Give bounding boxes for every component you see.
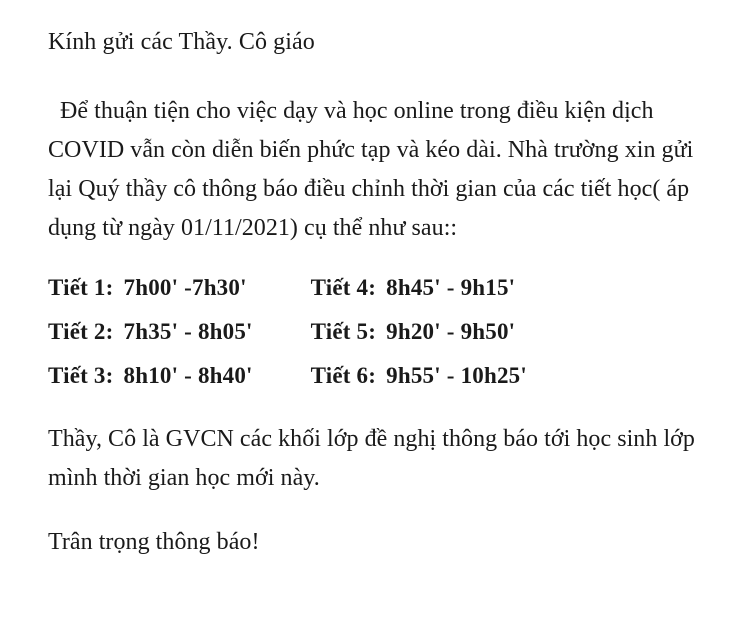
announcement-paragraph-text: Để thuận tiện cho việc dạy và học online trong điều kiện dịch COVID vẫn còn diễn biến phức tạp và kéo dài. Nhà trường xin gửi lại Quý thầy cô thông báo điều chỉnh thời gian của các tiết học( áp dụng từ ngày 01/11/2021) cụ thể như sau:: [48,98,694,242]
period-time-3: 8h10' - 8h40' [123,362,253,388]
period-time-6: 9h55' - 10h25' [386,362,527,388]
salutation-line: Kính gửi các Thầy. Cô giáo [48,29,315,55]
period-time-5: 9h20' - 9h50' [386,318,516,344]
period-time-2: 7h35' - 8h05' [123,318,253,344]
signoff-line: Trân trọng thông báo! [48,528,260,555]
class-period-schedule [48,266,527,398]
period-label-3: Tiết 3: [48,362,114,388]
announcement-paragraph [48,92,710,248]
period-label-6: Tiết 6: [310,362,377,388]
table-row [48,354,527,398]
period-label-5: Tiết 5: [310,318,377,344]
period-label-2: Tiết 2: [48,318,114,344]
period-label-1: Tiết 1: [48,274,114,300]
period-time-1: 7h00' -7h30' [123,274,247,300]
period-time-4: 8h45' - 9h15' [386,274,516,300]
instruction-paragraph: Thầy, Cô là GVCN các khối lớp đề nghị thông báo tới học sinh lớp mình thời gian học mới này. [48,425,695,491]
period-label-4: Tiết 4: [310,274,377,300]
table-row [48,310,527,354]
table-row [48,266,527,310]
